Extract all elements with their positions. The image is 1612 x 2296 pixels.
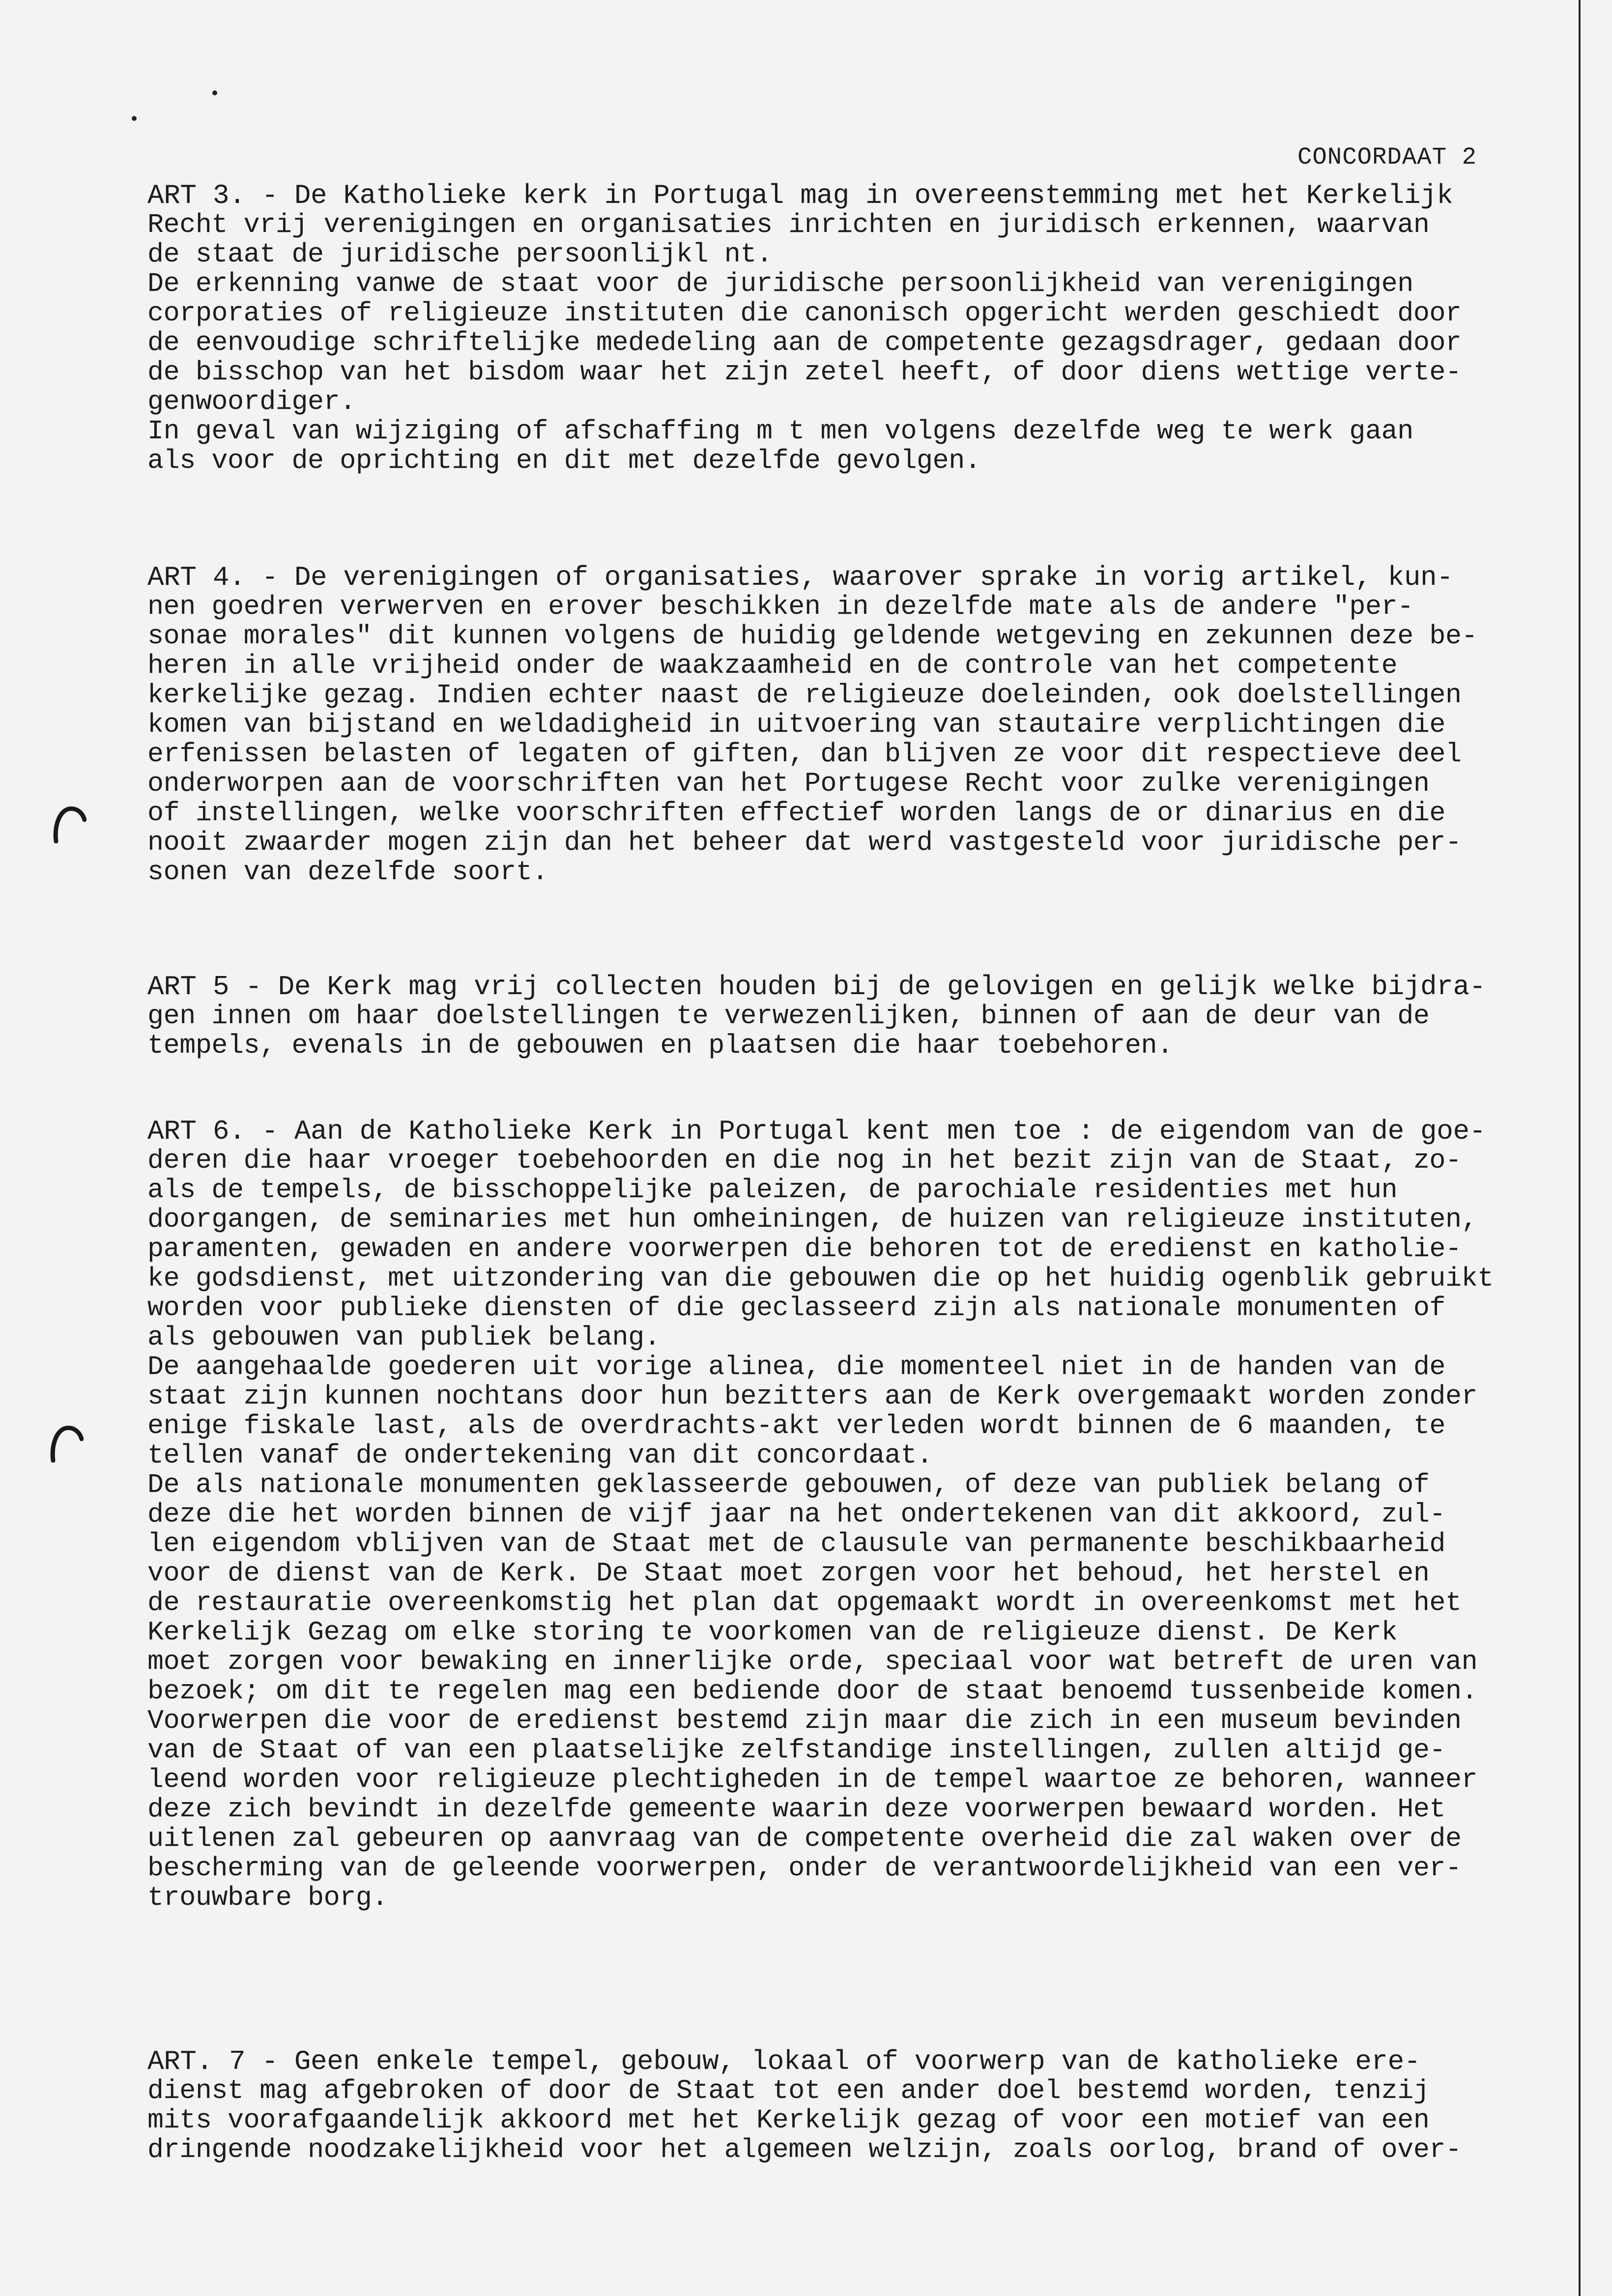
article-5 [147,972,1524,1061]
article-line: tempels, evenals in de gebouwen en plaatsen die haar toebehoren. [147,1030,1173,1061]
article-line: Kerkelijk Gezag om elke storing te voorkomen van de religieuze dienst. De Kerk [147,1617,1398,1648]
article-line: De aangehaalde goederen uit vorige alinea, die momenteel niet in de handen van de [147,1351,1446,1382]
article-line: nooit zwaarder mogen zijn dan het beheer dat werd vastgesteld voor juridische per- [147,827,1462,858]
article-line: of instellingen, welke voorschriften effectief worden langs de or dinarius en die [147,798,1446,829]
article-line: erfenissen belasten of legaten of giften, dan blijven ze voor dit respectieve deel [147,739,1462,770]
article-line: heren in alle vrijheid onder de waakzaamheid en de controle van het competente [147,650,1398,681]
article-line: bescherming van de geleende voorwerpen, onder de verantwoordelijkheid van een ver- [147,1853,1462,1884]
article-line: deren die haar vroeger toebehoorden en die nog in het bezit zijn van de Staat, zo- [147,1145,1462,1176]
article-line: De als nationale monumenten geklasseerde gebouwen, of deze van publiek belang of [147,1469,1430,1500]
article-line: moet zorgen voor bewaking en innerlijke orde, speciaal voor wat betreft de uren van [147,1646,1478,1677]
article-line: als voor de oprichting en dit met dezelfde gevolgen. [147,445,981,476]
article-line: ART 3. - De Katholieke kerk in Portugal mag in overeenstemming met het Kerkelijk [147,180,1453,211]
page-header: CONCORDAAT 2 [1297,144,1477,171]
article-line: sonen van dezelfde soort. [147,857,548,888]
article-line: gen innen om haar doelstellingen te verwezenlijken, binnen of aan de deur van de [147,1001,1430,1032]
article-line: deze zich bevindt in dezelfde gemeente waarin deze voorwerpen bewaard worden. Het [147,1794,1446,1825]
article-line: enige fiskale last, als de overdrachts-akt verleden wordt binnen de 6 maanden, te [147,1410,1446,1441]
article-line: van de Staat of van een plaatselijke zelfstandige instellingen, zullen altijd ge- [147,1735,1446,1766]
article-line: ke godsdienst, met uitzondering van die gebouwen die op het huidig ogenblik gebruikt [147,1263,1494,1294]
article-line: tellen vanaf de ondertekening van dit concordaat. [147,1440,933,1471]
article-line: corporaties of religieuze instituten die canonisch opgericht werden geschiedt door [147,298,1462,329]
punch-hole-mark [52,805,86,843]
article-line: de bisschop van het bisdom waar het zijn zetel heeft, of door diens wettige verte- [147,357,1462,388]
article-line: dringende noodzakelijkheid voor het algemeen welzijn, zoals oorlog, brand of over- [147,2134,1462,2165]
article-line: ART 4. - De verenigingen of organisaties, waarover sprake in vorig artikel, kun- [147,562,1453,593]
article-line: de eenvoudige schriftelijke mededeling aan de competente gezagsdrager, gedaan door [147,327,1462,358]
article-line: komen van bijstand en weldadigheid in uitvoering van stautaire verplichtingen die [147,709,1446,740]
article-line: als de tempels, de bisschoppelijke paleizen, de parochiale residenties met hun [147,1175,1398,1205]
punch-hole-mark [49,1424,84,1463]
article-line: Recht vrij verenigingen en organisaties inrichten en juridisch erkennen, waarvan [147,209,1430,240]
article-line: genwoordiger. [147,386,356,417]
article-4 [147,563,1524,887]
article-line: bezoek; om dit te regelen mag een bediende door de staat benoemd tussenbeide komen. [147,1676,1478,1707]
speck-mark [132,116,137,121]
article-line: trouwbare borg. [147,1882,388,1913]
article-line: de staat de juridische persoonlijkl nt. [147,239,773,270]
article-line: onderworpen aan de voorschriften van het Portugese Recht voor zulke verenigingen [147,768,1430,799]
article-line: uitlenen zal gebeuren op aanvraag van de competente overheid die zal waken over de [147,1823,1462,1854]
article-line: staat zijn kunnen nochtans door hun bezitters aan de Kerk overgemaakt worden zonder [147,1381,1478,1412]
article-line: dienst mag afgebroken of door de Staat tot een ander doel bestemd worden, tenzij [147,2075,1430,2106]
article-line: voor de dienst van de Kerk. De Staat moet zorgen voor het behoud, het herstel en [147,1558,1430,1589]
article-line: leend worden voor religieuze plechtigheden in de tempel waartoe ze behoren, wanneer [147,1764,1478,1795]
article-line: nen goedren verwerven en erover beschikken in dezelfde mate als de andere "per- [147,591,1413,622]
article-line: sonae morales" dit kunnen volgens de huidig geldende wetgeving en zekunnen deze be- [147,621,1478,652]
article-6 [147,1117,1524,1913]
article-3 [147,181,1524,476]
article-7 [147,2047,1524,2165]
article-line: ART 5 - De Kerk mag vrij collecten houden bij de gelovigen en gelijk welke bijdra- [147,971,1486,1003]
page-edge-line [1579,0,1581,2296]
article-line: kerkelijke gezag. Indien echter naast de religieuze doeleinden, ook doelstellingen [147,680,1462,711]
article-line: doorgangen, de seminaries met hun omheiningen, de huizen van religieuze instituten, [147,1204,1478,1235]
article-line: In geval van wijziging of afschaffing m t men volgens dezelfde weg te werk gaan [147,416,1413,447]
article-line: De erkenning vanwe de staat voor de juridische persoonlijkheid van verenigingen [147,268,1413,299]
article-line: als gebouwen van publiek belang. [147,1322,661,1353]
article-line: mits voorafgaandelijk akkoord met het Kerkelijk gezag of voor een motief van een [147,2105,1430,2136]
article-line: len eigendom vblijven van de Staat met de clausule van permanente beschikbaarheid [147,1528,1446,1559]
article-line: ART 6. - Aan de Katholieke Kerk in Portugal kent men toe : de eigendom van de goe- [147,1116,1486,1147]
article-line: paramenten, gewaden en andere voorwerpen die behoren tot de eredienst en katholie- [147,1234,1462,1264]
article-line: ART. 7 - Geen enkele tempel, gebouw, lokaal of voorwerp van de katholieke ere- [147,2046,1421,2077]
speck-mark [212,90,217,95]
article-line: deze die het worden binnen de vijf jaar na het ondertekenen van dit akkoord, zul- [147,1499,1446,1530]
article-line: de restauratie overeenkomstig het plan dat opgemaakt wordt in overeenkomst met het [147,1587,1462,1618]
article-line: worden voor publieke diensten of die geclasseerd zijn als nationale monumenten of [147,1292,1446,1323]
article-line: Voorwerpen die voor de eredienst bestemd zijn maar die zich in een museum bevinden [147,1705,1462,1736]
